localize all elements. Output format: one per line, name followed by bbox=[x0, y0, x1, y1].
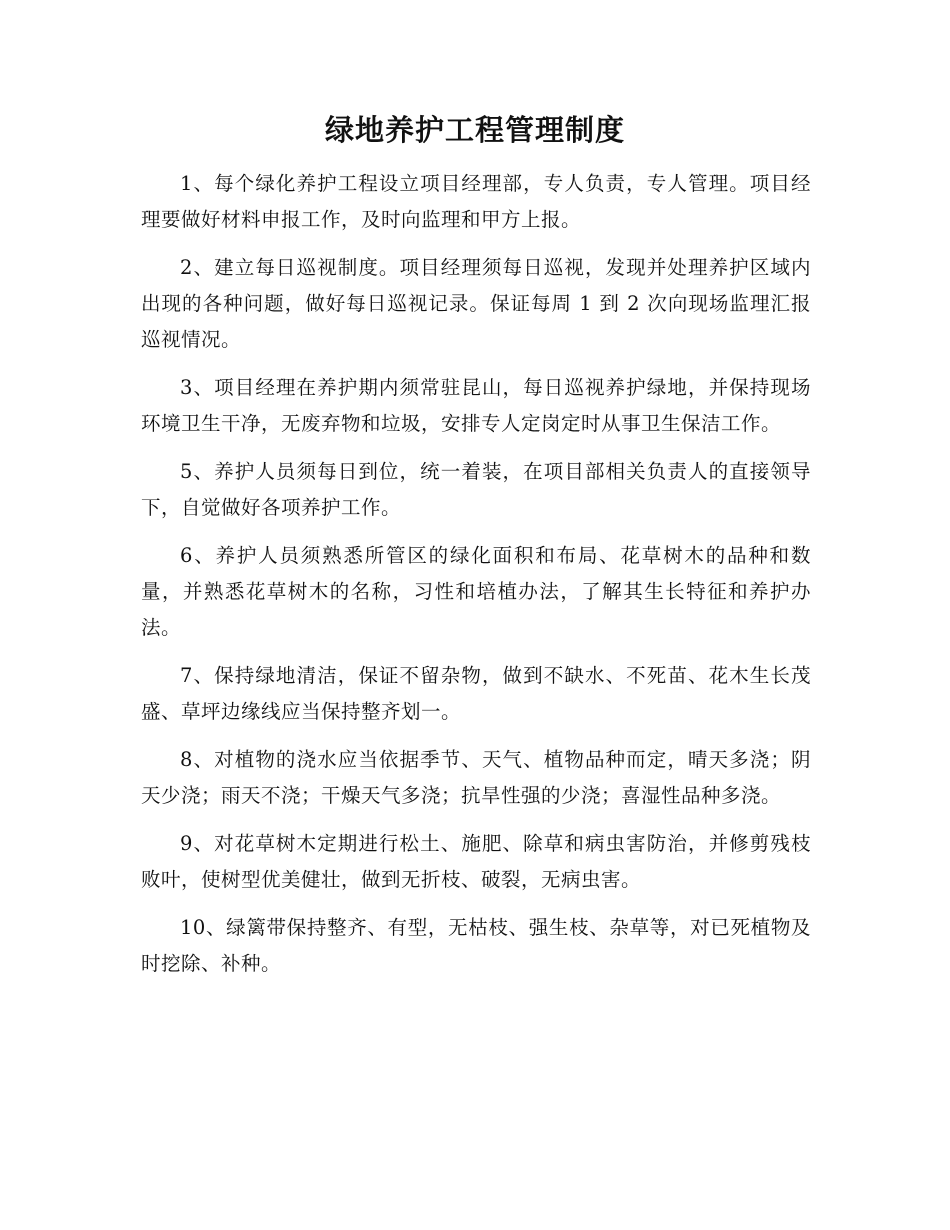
paragraph-10: 10、绿篱带保持整齐、有型，无枯枝、强生枝、杂草等，对已死植物及时挖除、补种。 bbox=[141, 916, 811, 975]
paragraph-5: 5、养护人员须每日到位，统一着装，在项目部相关负责人的直接领导下，自觉做好各项养护工作。 bbox=[141, 460, 811, 519]
paragraph-9: 9、对花草树木定期进行松土、施肥、除草和病虫害防治，并修剪残枝败叶，使树型优美健壮，做到无折枝、破裂，无病虫害。 bbox=[141, 832, 811, 891]
paragraph-2: 2、建立每日巡视制度。项目经理须每日巡视，发现并处理养护区域内出现的各种问题，做好每日巡视记录。保证每周 1 到 2 次向现场监理汇报巡视情况。 bbox=[141, 256, 811, 351]
document-body bbox=[141, 166, 811, 994]
paragraph-3: 3、项目经理在养护期内须常驻昆山，每日巡视养护绿地，并保持现场环境卫生干净，无废弃物和垃圾，安排专人定岗定时从事卫生保洁工作。 bbox=[141, 376, 811, 435]
paragraph-1: 1、每个绿化养护工程设立项目经理部，专人负责，专人管理。项目经理要做好材料申报工作，及时向监理和甲方上报。 bbox=[141, 172, 811, 231]
document-title: 绿地养护工程管理制度 bbox=[324, 113, 625, 147]
paragraph-8: 8、对植物的浇水应当依据季节、天气、植物品种而定，晴天多浇；阴天少浇；雨天不浇；干燥天气多浇；抗旱性强的少浇；喜湿性品种多浇。 bbox=[141, 748, 811, 807]
paragraph-6: 6、养护人员须熟悉所管区的绿化面积和布局、花草树木的品种和数量，并熟悉花草树木的名称，习性和培植办法，了解其生长特征和养护办法。 bbox=[141, 544, 811, 639]
paragraph-7: 7、保持绿地清洁，保证不留杂物，做到不缺水、不死苗、花木生长茂盛、草坪边缘线应当保持整齐划一。 bbox=[141, 664, 811, 723]
